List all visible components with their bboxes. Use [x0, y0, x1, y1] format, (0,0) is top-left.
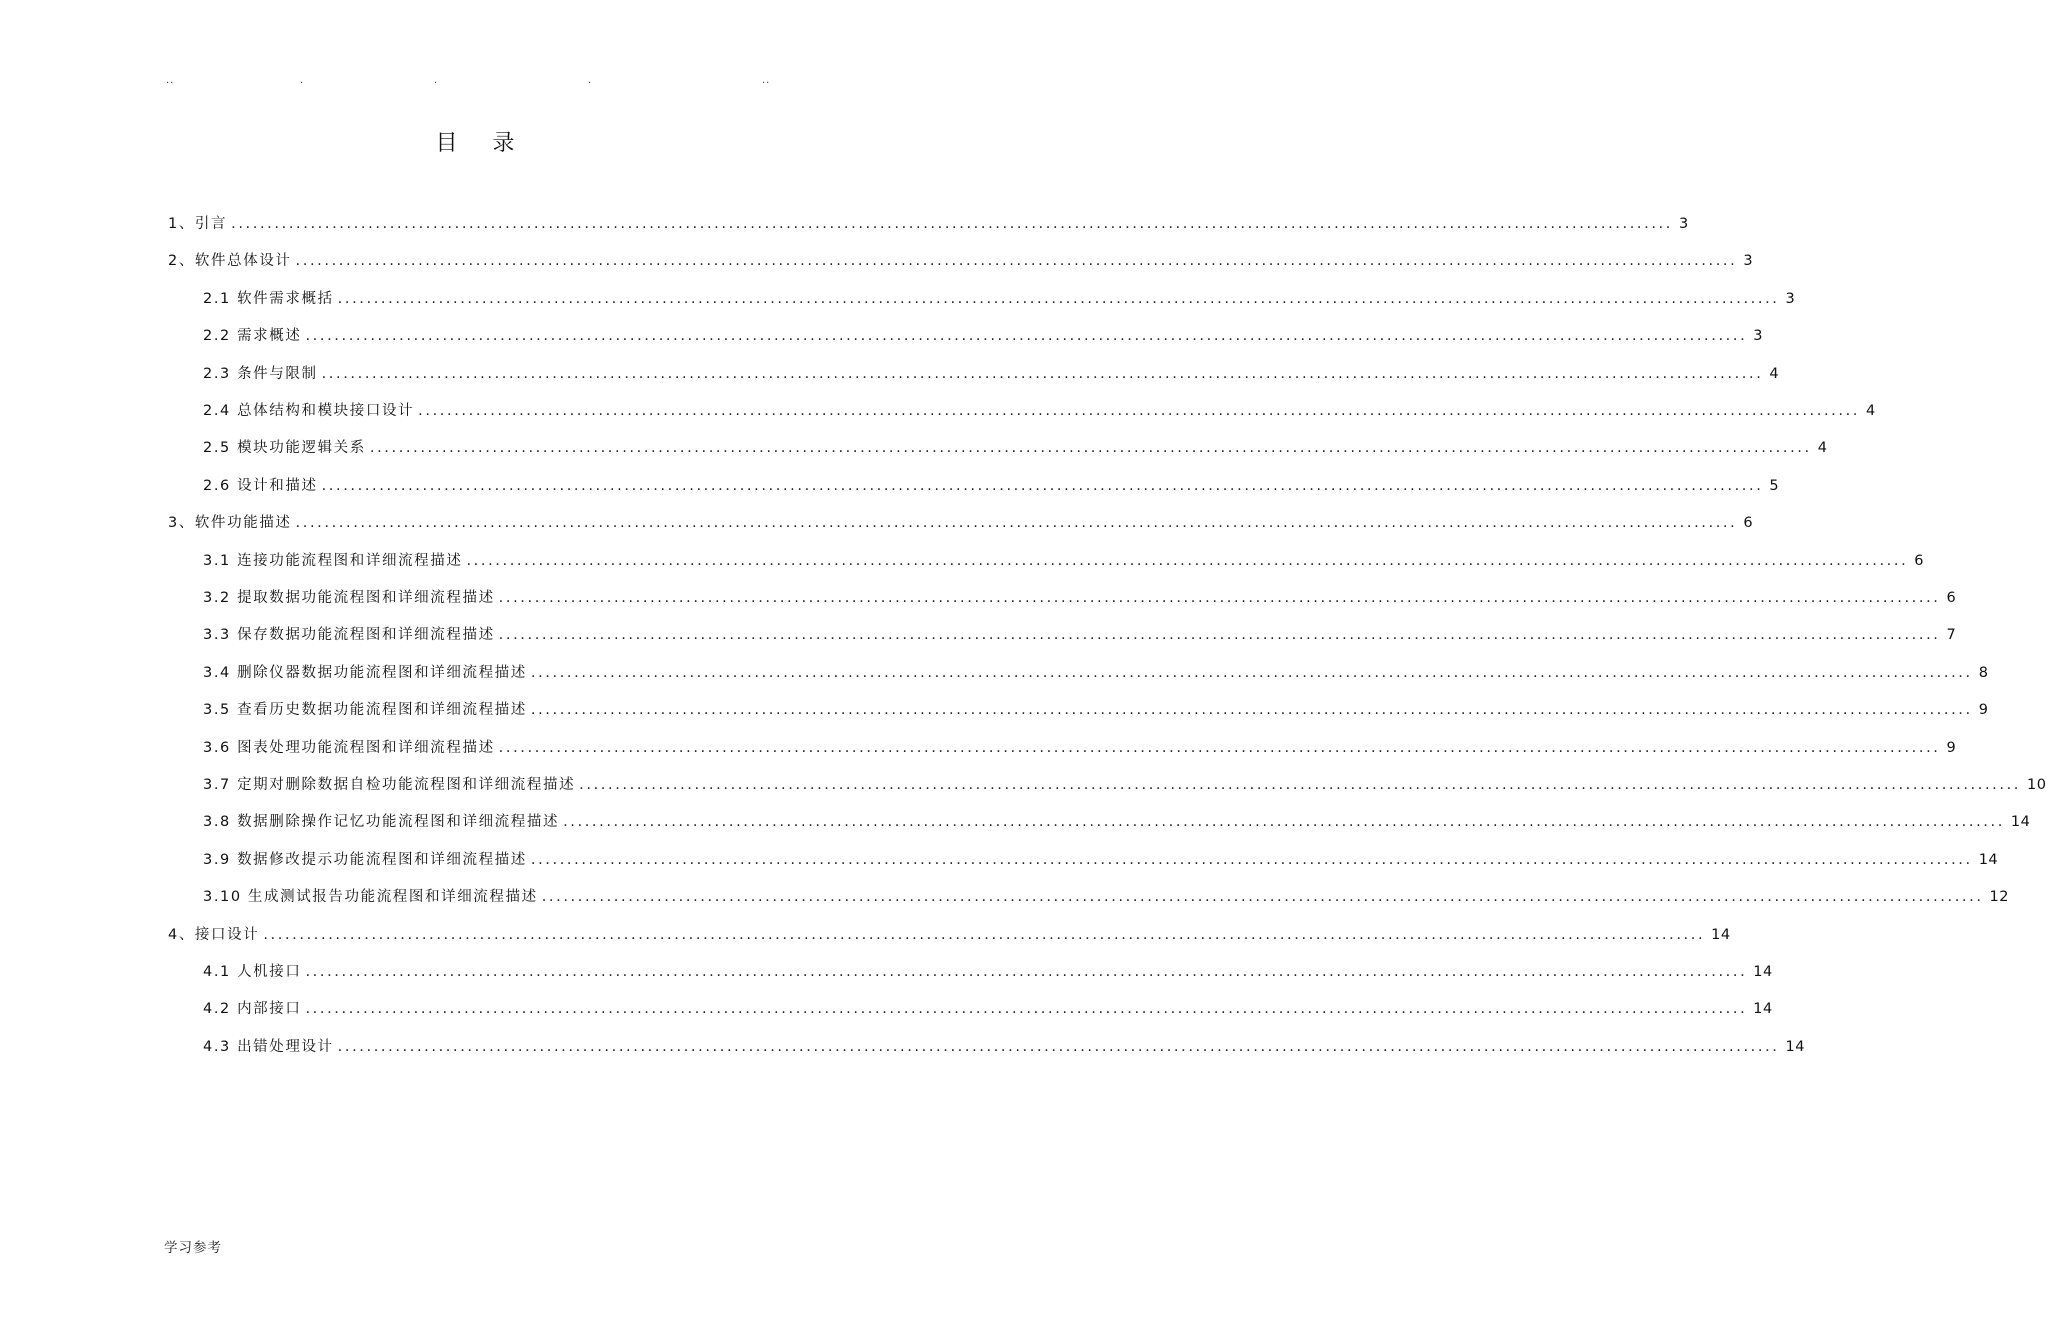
toc-entry[interactable] [203, 360, 1780, 388]
toc-entry-label: 3.3 保存数据功能流程图和详细流程描述 [203, 627, 495, 644]
toc-entry-label: 3.1 连接功能流程图和详细流程描述 [203, 552, 463, 569]
header-mark: . [588, 75, 593, 86]
toc-entry-page: 8 [1978, 664, 1989, 681]
toc-leader-dots: ........................................................................................................................................................................................................ [498, 590, 1941, 606]
toc-leader-dots: ........................................................................................................................................................................................................ [530, 664, 1973, 681]
toc-entry-label: 2.1 软件需求概括 [203, 290, 334, 307]
header-mark: .. [762, 75, 771, 86]
toc-entry[interactable] [168, 247, 1754, 275]
toc-leader-dots: ........................................................................................................................................................................................................ [305, 1001, 1748, 1018]
toc-entry[interactable] [203, 397, 1876, 425]
toc-entry[interactable] [203, 958, 1773, 986]
toc-entry-label: 4.2 内部接口 [203, 1001, 302, 1018]
toc-leader-dots: ........................................................................................................................................................................................................ [418, 403, 1860, 419]
toc-leader-dots: ........................................................................................................................................................................................................ [321, 477, 1764, 494]
toc-entry-page: 3 [1743, 253, 1754, 270]
toc-leader-dots: ........................................................................................................................................................................................................ [579, 777, 2021, 793]
toc-entry-page: 3 [1753, 328, 1764, 345]
toc-leader-dots: ........................................................................................................................................................................................................ [369, 440, 1812, 457]
toc-entry[interactable] [203, 846, 1999, 874]
toc-leader-dots: ........................................................................................................................................................................................................ [321, 365, 1764, 382]
toc-entry-label: 4.1 人机接口 [203, 964, 302, 980]
toc-entry[interactable] [203, 808, 2031, 836]
toc-leader-dots: ........................................................................................................................................................................................................ [231, 216, 1673, 232]
toc-entry[interactable] [203, 285, 1796, 313]
toc-leader-dots: ........................................................................................................................................................................................................ [530, 851, 1973, 868]
toc-entry-page: 5 [1769, 477, 1780, 494]
toc-leader-dots: ........................................................................................................................................................................................................ [337, 1038, 1780, 1055]
toc-leader-dots: ........................................................................................................................................................................................................ [305, 964, 1748, 980]
toc-entry[interactable] [168, 509, 1754, 537]
page-title: 目 录 [435, 131, 529, 156]
toc-entry-page: 3 [1785, 290, 1796, 307]
toc-entry[interactable] [203, 1033, 1805, 1061]
toc-entry-page: 14 [2010, 814, 2031, 831]
header-mark: .. [166, 75, 175, 86]
toc-entry-label: 2.4 总体结构和模块接口设计 [203, 403, 415, 419]
toc-entry[interactable] [203, 434, 1828, 462]
toc-entry[interactable] [203, 621, 1957, 649]
toc-entry[interactable] [203, 883, 2009, 911]
toc-leader-dots: ........................................................................................................................................................................................................ [295, 253, 1738, 270]
toc-entry-page: 14 [1753, 1001, 1773, 1018]
toc-entry-page: 4 [1866, 403, 1876, 419]
toc-entry-label: 2、软件总体设计 [168, 253, 292, 270]
toc-entry-page: 14 [1785, 1038, 1805, 1055]
toc-entry[interactable] [168, 921, 1731, 949]
toc-leader-dots: ........................................................................................................................................................................................................ [263, 926, 1706, 943]
toc-entry-label: 3.10 生成测试报告功能流程图和详细流程描述 [203, 889, 538, 906]
toc-leader-dots: ........................................................................................................................................................................................................ [466, 552, 1909, 569]
toc-leader-dots: ........................................................................................................................................................................................................ [563, 814, 2005, 831]
toc-leader-dots: ........................................................................................................................................................................................................ [530, 702, 1973, 719]
toc-entry-label: 1、引言 [168, 216, 228, 232]
toc-entry-page: 14 [1753, 964, 1773, 980]
toc-entry[interactable] [203, 659, 1989, 687]
toc-leader-dots: ........................................................................................................................................................................................................ [498, 627, 1941, 644]
toc-entry[interactable] [203, 995, 1773, 1023]
toc-entry-label: 3.4 删除仪器数据功能流程图和详细流程描述 [203, 664, 527, 681]
toc-entry-page: 14 [1978, 851, 1999, 868]
toc-entry[interactable] [203, 322, 1764, 350]
toc-leader-dots: ........................................................................................................................................................................................................ [541, 889, 1984, 906]
toc-entry-label: 3、软件功能描述 [168, 515, 292, 532]
toc-entry-label: 2.3 条件与限制 [203, 365, 318, 382]
toc-entry-label: 2.5 模块功能逻辑关系 [203, 440, 366, 457]
header-mark: . [300, 75, 305, 86]
toc-entry[interactable] [203, 771, 2046, 799]
toc-entry-page: 6 [1743, 515, 1754, 532]
toc-entry-label: 3.9 数据修改提示功能流程图和详细流程描述 [203, 851, 527, 868]
toc-entry-page: 12 [1989, 889, 2009, 906]
toc-leader-dots: ........................................................................................................................................................................................................ [337, 290, 1780, 307]
toc-leader-dots: ........................................................................................................................................................................................................ [305, 328, 1748, 345]
toc-leader-dots: ........................................................................................................................................................................................................ [498, 739, 1941, 756]
toc-entry-page: 3 [1678, 216, 1689, 232]
toc-entry-page: 7 [1946, 627, 1957, 644]
toc-entry[interactable] [203, 547, 1925, 575]
toc-entry-label: 3.6 图表处理功能流程图和详细流程描述 [203, 739, 495, 756]
toc-entry-page: 10 [2027, 777, 2046, 793]
header-mark: . [434, 75, 439, 86]
toc-entry[interactable] [203, 696, 1989, 724]
toc-entry-label: 3.2 提取数据功能流程图和详细流程描述 [203, 590, 495, 606]
toc-entry-page: 6 [1946, 590, 1957, 606]
toc-entry[interactable] [203, 734, 1957, 762]
toc-entry-page: 4 [1817, 440, 1828, 457]
toc-entry[interactable] [203, 472, 1780, 500]
toc-entry-label: 3.5 查看历史数据功能流程图和详细流程描述 [203, 702, 527, 719]
toc-entry-label: 4、接口设计 [168, 926, 260, 943]
toc-entry-label: 2.2 需求概述 [203, 328, 302, 345]
toc-entry-label: 4.3 出错处理设计 [203, 1038, 334, 1055]
toc-entry-label: 2.6 设计和描述 [203, 477, 318, 494]
toc-entry[interactable] [203, 584, 1957, 612]
toc-leader-dots: ........................................................................................................................................................................................................ [295, 515, 1738, 532]
toc-entry-page: 14 [1711, 926, 1731, 943]
toc-entry[interactable] [168, 210, 1689, 238]
toc-entry-page: 9 [1946, 739, 1957, 756]
footer-text: 学习参考 [164, 1240, 222, 1256]
header-marks [0, 74, 950, 88]
toc-entry-label: 3.7 定期对删除数据自检功能流程图和详细流程描述 [203, 777, 576, 793]
toc-entry-label: 3.8 数据删除操作记忆功能流程图和详细流程描述 [203, 814, 560, 831]
toc-entry-page: 9 [1978, 702, 1989, 719]
toc-entry-page: 4 [1769, 365, 1780, 382]
toc-entry-page: 6 [1914, 552, 1925, 569]
